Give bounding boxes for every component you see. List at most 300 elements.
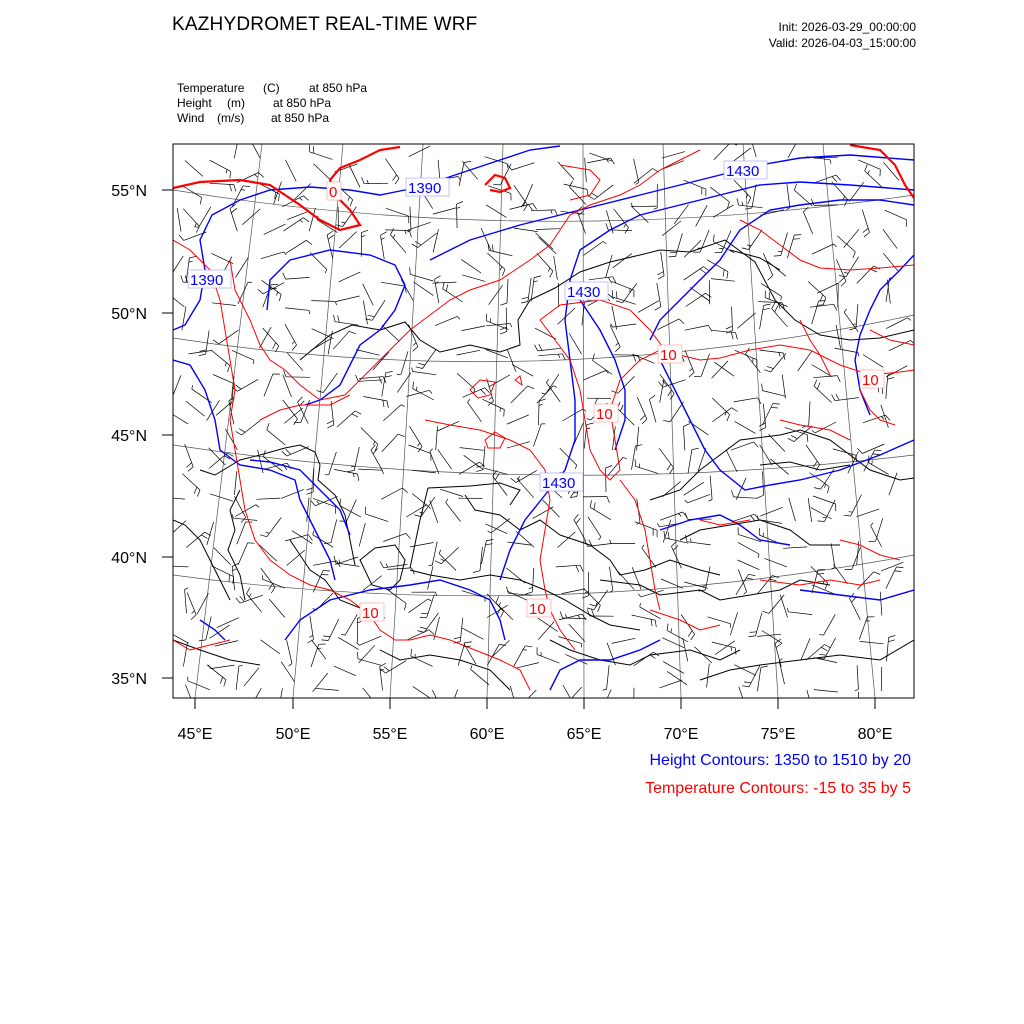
height-label: 1430	[726, 163, 760, 180]
wind-barb-feather	[336, 225, 343, 227]
wind-barb	[781, 233, 788, 256]
wind-barb-feather	[757, 495, 764, 498]
wind-barb	[803, 212, 812, 234]
wind-barb	[780, 595, 787, 618]
wind-barb	[835, 348, 859, 353]
wind-barb-feather	[657, 523, 659, 526]
wind-barb	[210, 160, 231, 171]
wind-barb-feather	[327, 421, 333, 424]
wind-barb-feather	[488, 531, 491, 533]
wind-barb	[311, 338, 332, 350]
wind-barb-feather	[481, 390, 486, 395]
wind-barb	[168, 521, 186, 537]
wind-barb-feather	[185, 588, 189, 590]
wind-barb	[385, 230, 409, 231]
wind-barb-feather	[327, 425, 333, 428]
wind-barb	[687, 542, 711, 545]
lon-label: 45°E	[177, 726, 213, 743]
wind-barb	[618, 572, 634, 590]
wind-barb-feather	[744, 682, 751, 683]
wind-barb	[638, 301, 659, 313]
wind-barb-feather	[638, 594, 640, 597]
wind-barb	[206, 617, 211, 640]
wind-barb-feather	[825, 645, 831, 648]
wind-barb	[764, 558, 787, 566]
wind-barb-feather	[570, 702, 573, 705]
wind-barb-feather	[791, 435, 797, 438]
wind-barb-feather	[189, 261, 193, 262]
wind-barb-feather	[231, 208, 237, 212]
wind-barb	[635, 522, 657, 530]
wind-barb-feather	[732, 490, 734, 497]
wind-barb-feather	[580, 565, 583, 571]
wind-barb-feather	[415, 241, 421, 245]
wind-barb	[857, 509, 880, 517]
wind-barb	[359, 636, 381, 645]
init-time: Init: 2026-03-29_00:00:00	[778, 20, 916, 34]
wind-barb-feather	[279, 194, 280, 201]
wind-barb	[738, 542, 759, 554]
wind-barb	[610, 567, 613, 591]
wind-barb-feather	[691, 634, 695, 640]
wind-barb-feather	[488, 244, 489, 251]
wind-barb-feather	[655, 620, 656, 627]
wind-barb-feather	[226, 169, 227, 173]
wind-barb	[311, 644, 319, 667]
wind-barb	[423, 349, 437, 369]
wind-barb-feather	[199, 640, 206, 641]
wind-barb-feather	[486, 540, 493, 541]
wind-barb	[658, 319, 680, 330]
wind-barb-feather	[627, 708, 634, 710]
wind-barb-feather	[761, 666, 768, 668]
wind-barb	[794, 426, 812, 442]
wind-barb-feather	[357, 652, 358, 659]
wind-barb-feather	[837, 376, 840, 382]
wind-barb-feather	[571, 491, 575, 497]
wind-barb	[584, 371, 606, 380]
wind-barb	[286, 377, 310, 378]
wind-barb	[211, 665, 235, 669]
wind-barb	[637, 427, 639, 451]
wind-barb-feather	[334, 315, 336, 322]
wind-barb-feather	[908, 318, 911, 321]
wind-barb-feather	[384, 667, 390, 671]
wind-barb-feather	[858, 449, 863, 454]
wind-barb	[262, 280, 282, 294]
wind-barb-feather	[747, 245, 751, 246]
wind-barb-feather	[334, 556, 336, 563]
wind-barb	[236, 666, 239, 690]
wind-barb-feather	[776, 643, 782, 647]
wind-barb	[610, 325, 620, 347]
wind-barb	[836, 259, 846, 281]
wind-barb-feather	[844, 515, 851, 516]
wind-barb-feather	[428, 599, 431, 601]
wind-barb-feather	[858, 353, 859, 357]
wind-barb-feather	[669, 256, 676, 257]
wind-barb	[844, 312, 858, 332]
wind-barb	[381, 282, 405, 286]
wind-barb-feather	[189, 707, 194, 712]
wind-barb-feather	[871, 269, 877, 272]
wind-barb	[554, 256, 558, 280]
wind-barb	[662, 152, 685, 159]
wind-barb	[315, 688, 339, 690]
wind-barb	[762, 631, 782, 644]
wind-barb-feather	[239, 134, 246, 135]
wind-barb	[433, 208, 456, 214]
wind-barb	[518, 480, 534, 498]
wind-barb-feather	[603, 242, 606, 244]
wind-barb	[824, 614, 836, 635]
wind-barb	[537, 654, 559, 663]
wind-barb	[359, 523, 365, 546]
wind-barb-feather	[764, 304, 771, 305]
wind-barb-feather	[411, 649, 412, 656]
wind-barb-feather	[745, 208, 752, 209]
wind-barb-feather	[834, 304, 837, 310]
wind-barb	[334, 666, 356, 676]
wind-barb	[569, 334, 581, 355]
wind-barb	[514, 228, 538, 232]
wind-barb-feather	[817, 305, 824, 306]
wind-barb	[335, 322, 359, 326]
wind-barb-feather	[594, 503, 595, 510]
wind-barb	[846, 257, 859, 277]
wind-barb	[757, 668, 761, 692]
wind-barb	[863, 415, 886, 423]
wind-barb-feather	[357, 621, 361, 623]
wind-barb	[286, 277, 310, 279]
wind-barb	[363, 284, 374, 306]
wind-barb-feather	[457, 207, 461, 209]
wind-barb-feather	[172, 627, 173, 634]
wind-barb	[482, 541, 487, 565]
wind-barb	[531, 210, 555, 211]
wind-barb-feather	[749, 574, 756, 575]
wind-barb	[206, 330, 209, 354]
wind-barb-feather	[526, 592, 533, 594]
wind-barb-feather	[401, 405, 405, 407]
wind-barb	[410, 426, 423, 446]
wind-barb-feather	[744, 592, 747, 595]
wind-barb	[337, 411, 355, 427]
wind-barb	[185, 161, 203, 177]
wind-barb-feather	[357, 642, 360, 645]
wind-barb	[256, 498, 280, 499]
wind-barb-feather	[436, 708, 441, 713]
wind-barb	[292, 531, 312, 544]
wind-barb-feather	[468, 399, 470, 402]
wind-barb	[361, 428, 378, 445]
wind-barb	[663, 662, 684, 674]
wind-barb	[749, 230, 763, 250]
wind-barb	[532, 568, 533, 592]
wind-barb	[207, 400, 220, 420]
wind-barb-feather	[162, 534, 168, 537]
wind-barb-feather	[598, 605, 601, 611]
wind-barb-feather	[405, 230, 406, 234]
wind-barb	[493, 476, 507, 495]
wind-barb-feather	[683, 424, 689, 427]
wind-barb-feather	[275, 708, 279, 709]
wind-barb-feather	[560, 611, 562, 618]
wind-barb-feather	[689, 372, 694, 377]
wind-barb-feather	[383, 400, 384, 407]
wind-barb	[560, 448, 577, 465]
wind-barb	[489, 250, 512, 255]
wind-barb-feather	[548, 268, 550, 272]
wind-barb	[287, 211, 309, 220]
wind-barb	[186, 401, 205, 416]
wind-barb-feather	[587, 608, 594, 610]
wind-barb	[460, 448, 484, 451]
wind-barb-feather	[553, 386, 557, 388]
wind-barb	[516, 663, 539, 669]
wind-barb-feather	[229, 575, 230, 582]
wind-barb-feather	[300, 198, 303, 201]
wind-barb	[886, 318, 907, 329]
wind-barb	[712, 361, 729, 379]
wind-barb-feather	[230, 171, 231, 178]
wind-barb-feather	[732, 408, 738, 412]
wind-barb	[507, 591, 529, 601]
wind-barb	[285, 324, 297, 345]
wind-barb	[508, 542, 532, 545]
wind-barb	[661, 579, 683, 588]
wind-barb	[358, 469, 382, 470]
wind-barb	[852, 547, 861, 569]
wind-barb	[363, 688, 378, 707]
wind-barb-feather	[819, 301, 826, 302]
wind-barb-feather	[576, 518, 581, 523]
wind-barb	[569, 624, 585, 642]
height-contour-labels	[188, 161, 767, 492]
lat-label: 50°N	[111, 306, 147, 323]
wind-barb	[712, 408, 731, 422]
wind-barb-feather	[832, 395, 835, 401]
wind-barb	[506, 308, 507, 332]
valid-time: Valid: 2026-04-03_15:00:00	[768, 36, 916, 50]
wind-barb-feather	[640, 603, 641, 607]
wind-barb	[814, 658, 838, 663]
wind-barb	[564, 184, 587, 189]
wind-barb-feather	[255, 174, 258, 177]
wind-barb-feather	[213, 340, 219, 344]
wind-barb	[814, 205, 838, 206]
wind-barb-feather	[292, 345, 297, 350]
wind-barb	[269, 599, 285, 617]
wind-barb	[686, 293, 706, 306]
wind-barb	[462, 628, 483, 639]
wind-barb-feather	[511, 478, 516, 482]
wind-barb	[512, 163, 535, 170]
wind-barb-feather	[410, 267, 411, 274]
wind-barb	[634, 169, 653, 184]
temperature-label: 10	[862, 372, 879, 389]
wind-barb-feather	[179, 235, 184, 240]
wind-barb-feather	[871, 523, 874, 526]
wind-barb	[831, 544, 835, 568]
wind-barb-feather	[525, 646, 532, 647]
wind-barb-feather	[259, 173, 264, 178]
wind-barb-feather	[273, 343, 276, 349]
wind-barb-feather	[393, 175, 397, 181]
wind-barb-feather	[367, 180, 369, 184]
wind-barb	[865, 171, 883, 187]
wind-barb-feather	[260, 535, 267, 537]
wind-barb-feather	[896, 567, 903, 568]
wind-barb	[594, 185, 613, 200]
wind-barb	[637, 397, 647, 419]
wind-barb-feather	[772, 303, 775, 309]
wind-barb	[166, 292, 185, 307]
wind-barb-feather	[844, 272, 848, 273]
wind-barb-feather	[534, 276, 541, 278]
wind-barb-feather	[762, 384, 763, 391]
wind-barb	[833, 449, 856, 455]
wind-barb-feather	[550, 271, 553, 277]
wind-barb-feather	[233, 569, 237, 571]
wind-barb	[212, 303, 236, 306]
wind-barb	[633, 206, 657, 207]
wind-barb-feather	[713, 235, 714, 242]
lat-label: 40°N	[111, 550, 147, 567]
wind-barb	[813, 376, 837, 378]
wind-barb-feather	[413, 347, 418, 352]
wind-barb	[857, 665, 858, 689]
wind-barb-feather	[627, 712, 634, 714]
wind-barb	[410, 543, 434, 547]
wind-barb-feather	[742, 686, 749, 687]
wind-barb	[413, 389, 434, 400]
lon-label: 60°E	[469, 726, 505, 743]
wind-barb	[738, 560, 760, 570]
wind-barb-feather	[271, 587, 275, 593]
wind-barb-feather	[340, 499, 341, 506]
wind-barb	[381, 488, 402, 499]
wind-barb	[507, 279, 508, 303]
wind-barb	[798, 351, 812, 371]
wind-barb-feather	[751, 516, 755, 521]
wind-barb-feather	[240, 596, 245, 601]
wind-barb-feather	[521, 302, 528, 304]
wind-barb	[537, 253, 553, 271]
wind-barb-feather	[412, 368, 413, 372]
wind-barb-feather	[323, 571, 330, 572]
wind-barb	[662, 481, 680, 496]
wind-barb	[339, 272, 361, 282]
wind-barb	[312, 640, 326, 659]
wind-barb	[409, 599, 429, 613]
wind-barb-feather	[338, 316, 340, 323]
wind-barb-feather	[430, 390, 432, 393]
wind-barb-feather	[651, 619, 652, 626]
wind-barb-feather	[685, 500, 688, 503]
wind-barb	[712, 398, 729, 415]
wind-barb-feather	[385, 376, 392, 377]
wind-barb	[731, 442, 754, 450]
wind-barb-feather	[731, 332, 733, 339]
wind-barb	[382, 325, 400, 341]
wind-barb-feather	[690, 538, 691, 542]
wind-barb	[310, 152, 333, 160]
wind-barb-feather	[808, 713, 814, 717]
wind-barb-feather	[492, 245, 493, 252]
wind-barb-feather	[341, 634, 345, 635]
wind-barb-feather	[650, 655, 656, 659]
wind-barb	[373, 352, 389, 370]
wind-barb-feather	[428, 565, 432, 566]
wind-barb-feather	[309, 635, 313, 637]
wind-barb	[562, 409, 583, 421]
wind-barb-feather	[502, 269, 505, 276]
wind-barb	[433, 229, 438, 252]
wind-barb-feather	[574, 514, 579, 519]
wind-barb	[209, 453, 227, 469]
wind-barb	[168, 411, 188, 424]
wind-barb	[313, 571, 323, 593]
wind-barb	[264, 224, 286, 234]
wind-barb-feather	[688, 631, 692, 637]
wind-barb	[700, 230, 709, 252]
wind-barb	[372, 300, 385, 320]
wind-barb-feather	[292, 341, 295, 344]
wind-barb	[460, 618, 463, 642]
wind-barb	[858, 160, 880, 169]
wind-barb	[860, 641, 884, 643]
wind-barb-feather	[413, 382, 414, 389]
wind-barb	[632, 446, 636, 470]
wind-barb	[662, 638, 684, 648]
wind-barb	[814, 175, 837, 183]
wind-barb	[363, 397, 387, 401]
wind-barb	[285, 535, 308, 541]
wind-barb	[219, 330, 239, 344]
wind-barb-feather	[771, 407, 778, 408]
wind-barb-feather	[895, 571, 902, 572]
wind-barb-feather	[603, 689, 607, 690]
wind-barb-feather	[471, 666, 472, 670]
wind-barb	[242, 209, 260, 225]
wind-barb	[813, 496, 836, 504]
wind-barb-feather	[300, 220, 303, 222]
wind-barb-feather	[607, 497, 610, 504]
wind-barb-feather	[457, 202, 464, 205]
wind-barb-feather	[685, 513, 688, 520]
wind-barb-feather	[587, 610, 589, 617]
wind-barb-feather	[670, 252, 677, 253]
chart-title: KAZHYDROMET REAL-TIME WRF	[172, 14, 478, 35]
wind-barb-feather	[279, 294, 281, 301]
wind-barb-feather	[341, 222, 345, 223]
wind-barb-feather	[806, 709, 812, 713]
wind-barb	[366, 514, 389, 522]
wind-barb	[210, 494, 233, 501]
wind-barb	[185, 590, 187, 614]
wind-barb-feather	[767, 366, 774, 368]
wind-barb-feather	[362, 230, 369, 232]
wind-barb	[333, 331, 349, 349]
wind-barb-feather	[654, 208, 658, 209]
wind-barb	[411, 656, 433, 666]
wind-barb	[338, 637, 359, 649]
wind-barb	[783, 547, 807, 548]
wind-barb	[267, 430, 286, 445]
wind-barb-feather	[855, 689, 859, 691]
wind-barb-feather	[186, 463, 191, 468]
